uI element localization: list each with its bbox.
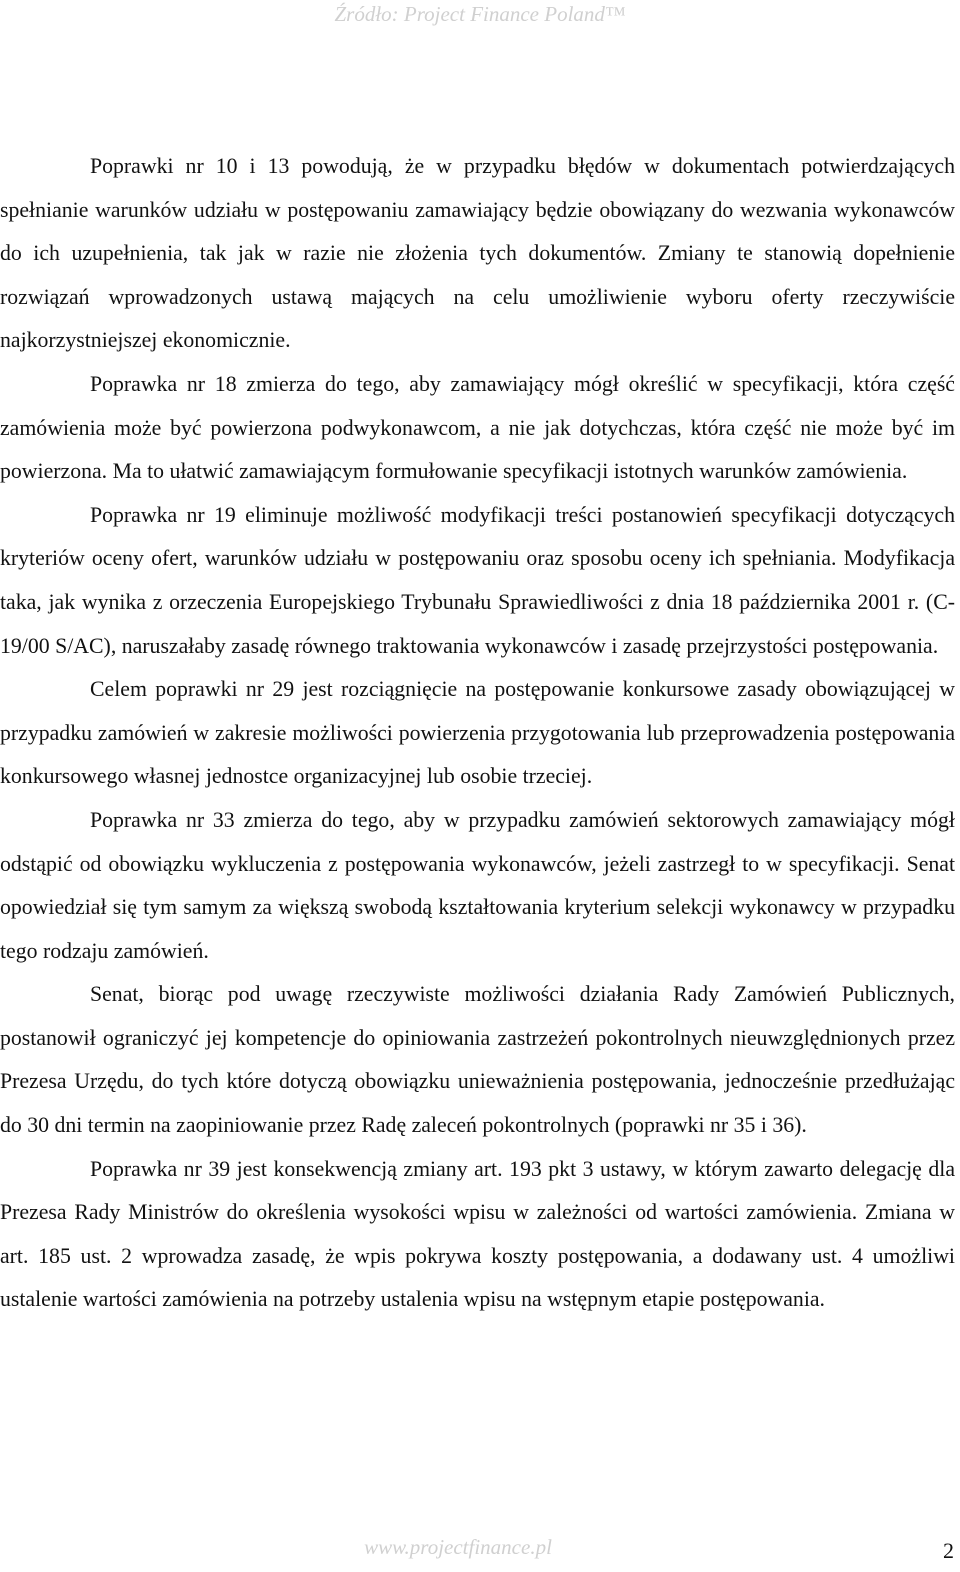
paragraph-6: Senat, biorąc pod uwagę rzeczywiste możliwości działania Rady Zamówień Publicznych, postanowił ograniczyć jej kompetencje do opiniowania zastrzeżeń pokontrolnych nieuwzględnionych przez Prezesa Urzędu, do tych które dotyczą obowiązku unieważnienia postępowania, jednocześnie przedłużając do 30 dni termin na zaopiniowanie przez Radę zaleceń pokontrolnych (poprawki nr 35 i 36). (0, 982, 955, 1138)
page-number: 2 (943, 1538, 954, 1563)
paragraph-7: Poprawka nr 39 jest konsekwencją zmiany art. 193 pkt 3 ustawy, w którym zawarto delegację dla Prezesa Rady Ministrów do określenia wysokości wpisu w zależności od wartości zamówienia. Zmiana w art. 185 ust. 2 wprowadza zasadę, że wpis pokrywa koszty postępowania, a dodawany ust. 4 umożliwi ustalenie wartości zamówienia na potrzeby ustalenia wpisu na wstępnym etapie postępowania. (0, 1156, 955, 1312)
footer-url: www.projectfinance.pl (364, 1535, 552, 1559)
paragraph-3: Poprawka nr 19 eliminuje możliwość modyfikacji treści postanowień specyfikacji dotyczących kryteriów oceny ofert, warunków udziału w postępowaniu oraz sposobu oceny ich spełniania. Modyfikacja taka, jak wynika z orzeczenia Europejskiego Trybunału Sprawiedliwości z dnia 18 października 2001 r. (C-19/00 S/AC), naruszałaby zasadę równego traktowania wykonawców i zasadę przejrzystości postępowania. (0, 502, 955, 658)
document-body (0, 145, 955, 1322)
paragraph-1: Poprawki nr 10 i 13 powodują, że w przypadku błędów w dokumentach potwierdzających spełnianie warunków udziału w postępowaniu zamawiający będzie obowiązany do wezwania wykonawców do ich uzupełnienia, tak jak w razie nie złożenia tych dokumentów. Zmiany te stanowią dopełnienie rozwiązań wprowadzonych ustawą mających na celu umożliwienie wyboru oferty rzeczywiście najkorzystniejszej ekonomicznie. (0, 154, 955, 353)
paragraph-4: Celem poprawki nr 29 jest rozciągnięcie na postępowanie konkursowe zasady obowiązującej w przypadku zamówień w zakresie możliwości powierzenia przygotowania lub przeprowadzenia postępowania konkursowego własnej jednostce organizacyjnej lub osobie trzeciej. (0, 677, 955, 789)
paragraph-5: Poprawka nr 33 zmierza do tego, aby w przypadku zamówień sektorowych zamawiający mógł odstąpić od obowiązku wykluczenia z postępowania wykonawców, jeżeli zastrzegł to w specyfikacji. Senat opowiedział się tym samym za większą swobodą kształtowania kryterium selekcji wykonawcy w przypadku tego rodzaju zamówień. (0, 807, 955, 963)
paragraph-2: Poprawka nr 18 zmierza do tego, aby zamawiający mógł określić w specyfikacji, która część zamówienia może być powierzona podwykonawcom, a nie jak dotychczas, która część nie może być im powierzona. Ma to ułatwić zamawiającym formułowanie specyfikacji istotnych warunków zamówienia. (0, 371, 955, 484)
header-source-watermark: Źródło: Project Finance Poland™ (334, 2, 626, 26)
